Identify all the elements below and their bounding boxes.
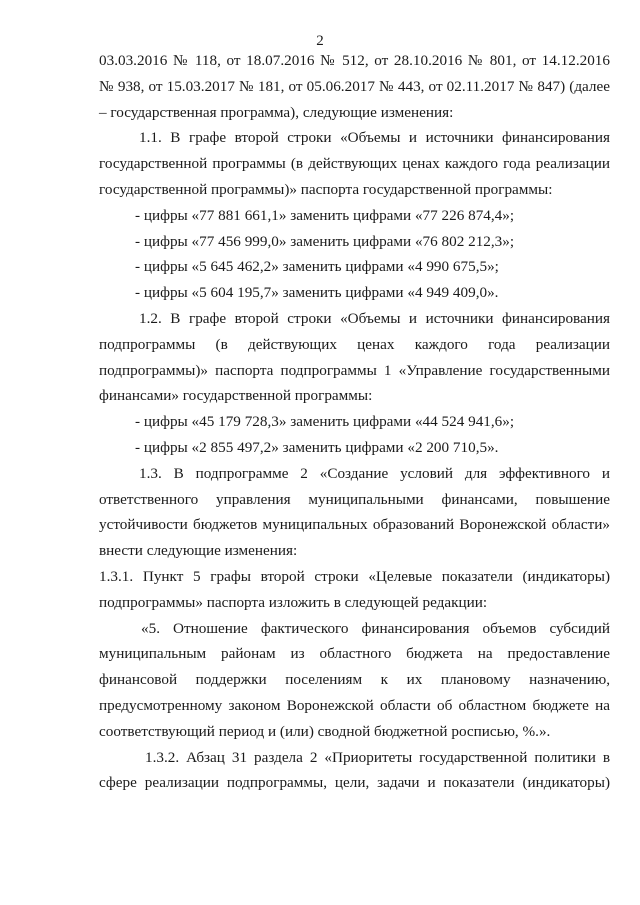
quoted-item-5-start: «5. Отношение фактического финансирования объемов субсидий — [141, 619, 610, 637]
text-line: соответствующий период и (или) сводной бюджетной росписью, %.». — [99, 722, 551, 740]
text-line: устойчивости бюджетов муниципальных образований Воронежской области» — [99, 516, 610, 534]
paragraph-1-3-1-start: 1.3.1. Пункт 5 графы второй строки «Целевые показатели (индикаторы) — [99, 567, 610, 585]
text-line: муниципальным районам из областного бюджета на предоставление — [99, 645, 610, 663]
text-line: 03.03.2016 № 118, от 18.07.2016 № 512, от 28.10.2016 № 801, от 14.12.2016 — [99, 52, 610, 69]
list-item-digits: - цифры «2 855 497,2» заменить цифрами «2 200 710,5». — [135, 438, 499, 456]
text-line: предусмотренному законом Воронежской области об областном бюджете на — [99, 696, 610, 714]
text-line: подпрограммы» паспорта изложить в следующей редакции: — [99, 593, 488, 611]
text-line: финансовой поддержки поселениям к их плановому назначению, — [99, 671, 610, 689]
list-item-digits: - цифры «77 881 661,1» заменить цифрами «77 226 874,4»; — [135, 206, 515, 224]
paragraph-1-2-start: 1.2. В графе второй строки «Объемы и источники финансирования — [139, 309, 610, 327]
text-line: № 938, от 15.03.2017 № 181, от 05.06.2017 № 443, от 02.11.2017 № 847) (далее — [99, 77, 610, 95]
list-item-digits: - цифры «5 645 462,2» заменить цифрами «4 990 675,5»; — [135, 258, 499, 276]
paragraph-1-3-start: 1.3. В подпрограмме 2 «Создание условий для эффективного и — [139, 464, 610, 482]
text-line: государственной программы (в действующих ценах каждого года реализации — [99, 155, 610, 173]
text-line: финансами» государственной программы: — [99, 387, 373, 405]
text-line: внести следующие изменения: — [99, 542, 298, 560]
list-item-digits: - цифры «45 179 728,3» заменить цифрами «44 524 941,6»; — [135, 413, 515, 431]
text-line: подпрограммы (в действующих ценах каждого года реализации — [99, 335, 610, 353]
list-item-digits: - цифры «77 456 999,0» заменить цифрами «76 802 212,3»; — [135, 232, 515, 250]
paragraph-1-1-start: 1.1. В графе второй строки «Объемы и источники финансирования — [139, 129, 610, 147]
text-line: подпрограммы)» паспорта подпрограммы 1 «Управление государственными — [99, 361, 610, 379]
page-number: 2 — [316, 33, 324, 49]
list-item-digits: - цифры «5 604 195,7» заменить цифрами «4 949 409,0». — [135, 284, 499, 302]
document-body — [99, 48, 610, 796]
text-line: государственной программы)» паспорта государственной программы: — [99, 180, 553, 198]
text-line: – государственная программа), следующие изменения: — [99, 103, 454, 121]
text-line: ответственного управления муниципальными финансами, повышение — [99, 490, 610, 508]
paragraph-1-3-2-start: 1.3.2. Абзац 31 раздела 2 «Приоритеты государственной политики в — [145, 748, 610, 766]
text-line: сфере реализации подпрограммы, цели, задачи и показатели (индикаторы) — [99, 774, 610, 792]
